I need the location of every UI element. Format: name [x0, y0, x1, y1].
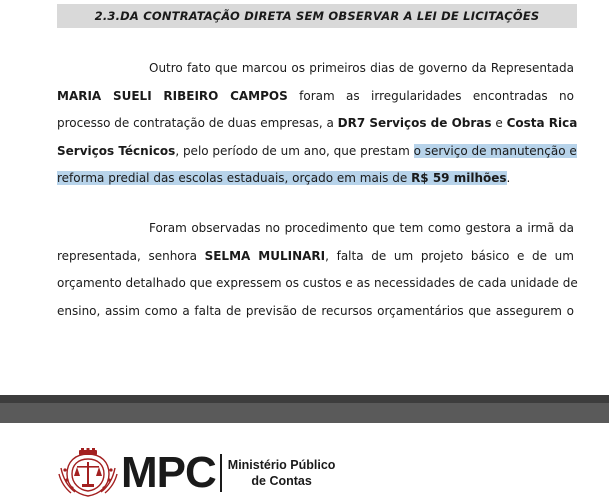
paragraph-line	[57, 138, 577, 166]
paragraph-line	[57, 55, 574, 83]
text-run: ensino, assim como a falta de previsão de recursos orçamentários que assegurem o	[57, 303, 574, 318]
page-gap	[0, 403, 609, 423]
company-name: Costa Rica	[506, 116, 578, 130]
paragraph-line	[57, 298, 574, 326]
text-run: representada, senhora	[57, 248, 205, 263]
paragraph-line	[57, 165, 574, 193]
paragraph-line	[57, 110, 578, 138]
text-run: .	[506, 171, 511, 185]
paragraph-line	[57, 270, 578, 298]
paragraph-line	[57, 215, 574, 243]
section-heading	[57, 4, 577, 28]
page-break-bar	[0, 395, 609, 403]
amount: R$ 59 milhões	[411, 171, 507, 185]
text-run: Outro fato que marcou os primeiros dias de governo da Representada	[149, 61, 574, 75]
mpc-logo	[57, 448, 335, 498]
text-run: processo de contratação de duas empresas, a	[57, 116, 338, 130]
coat-of-arms-icon	[57, 448, 119, 498]
highlighted-text: o serviço de manutenção e	[413, 143, 577, 158]
text-run: Foram observadas no procedimento que tem como gestora a irmã da	[149, 221, 574, 235]
company-name: Serviços Técnicos	[57, 143, 176, 158]
text-run: reforma predial das escolas estaduais, orçado em mais de	[57, 171, 412, 185]
company-name: DR7 Serviços de Obras	[337, 116, 492, 130]
text-run: , pelo período de um ano, que prestam	[175, 143, 414, 158]
logo-acronym: MPC	[121, 448, 216, 497]
text-run: foram as irregularidades encontradas no	[287, 88, 574, 103]
paragraph-1	[57, 55, 578, 193]
representative-name: MARIA SUELI RIBEIRO CAMPOS	[57, 88, 288, 103]
paragraph-2	[57, 215, 578, 325]
highlighted-text	[57, 171, 507, 185]
logo-line-1: Ministério Público	[227, 458, 336, 472]
logo-divider	[220, 454, 222, 492]
text-run: orçamento detalhado que expressem os custos e as necessidades de cada unidade de	[57, 276, 578, 290]
text-run: e	[491, 116, 507, 130]
paragraph-line	[57, 243, 574, 271]
text-run: , falta de um projeto básico e de um	[325, 248, 574, 263]
section-heading-text: 2.3.DA CONTRATAÇÃO DIRETA SEM OBSERVAR A LEI DE LICITAÇÕES	[94, 9, 540, 23]
logo-line-2: de Contas	[251, 474, 312, 488]
person-name: SELMA MULINARI	[204, 248, 326, 263]
logo-text	[228, 457, 336, 489]
paragraph-line	[57, 83, 574, 111]
